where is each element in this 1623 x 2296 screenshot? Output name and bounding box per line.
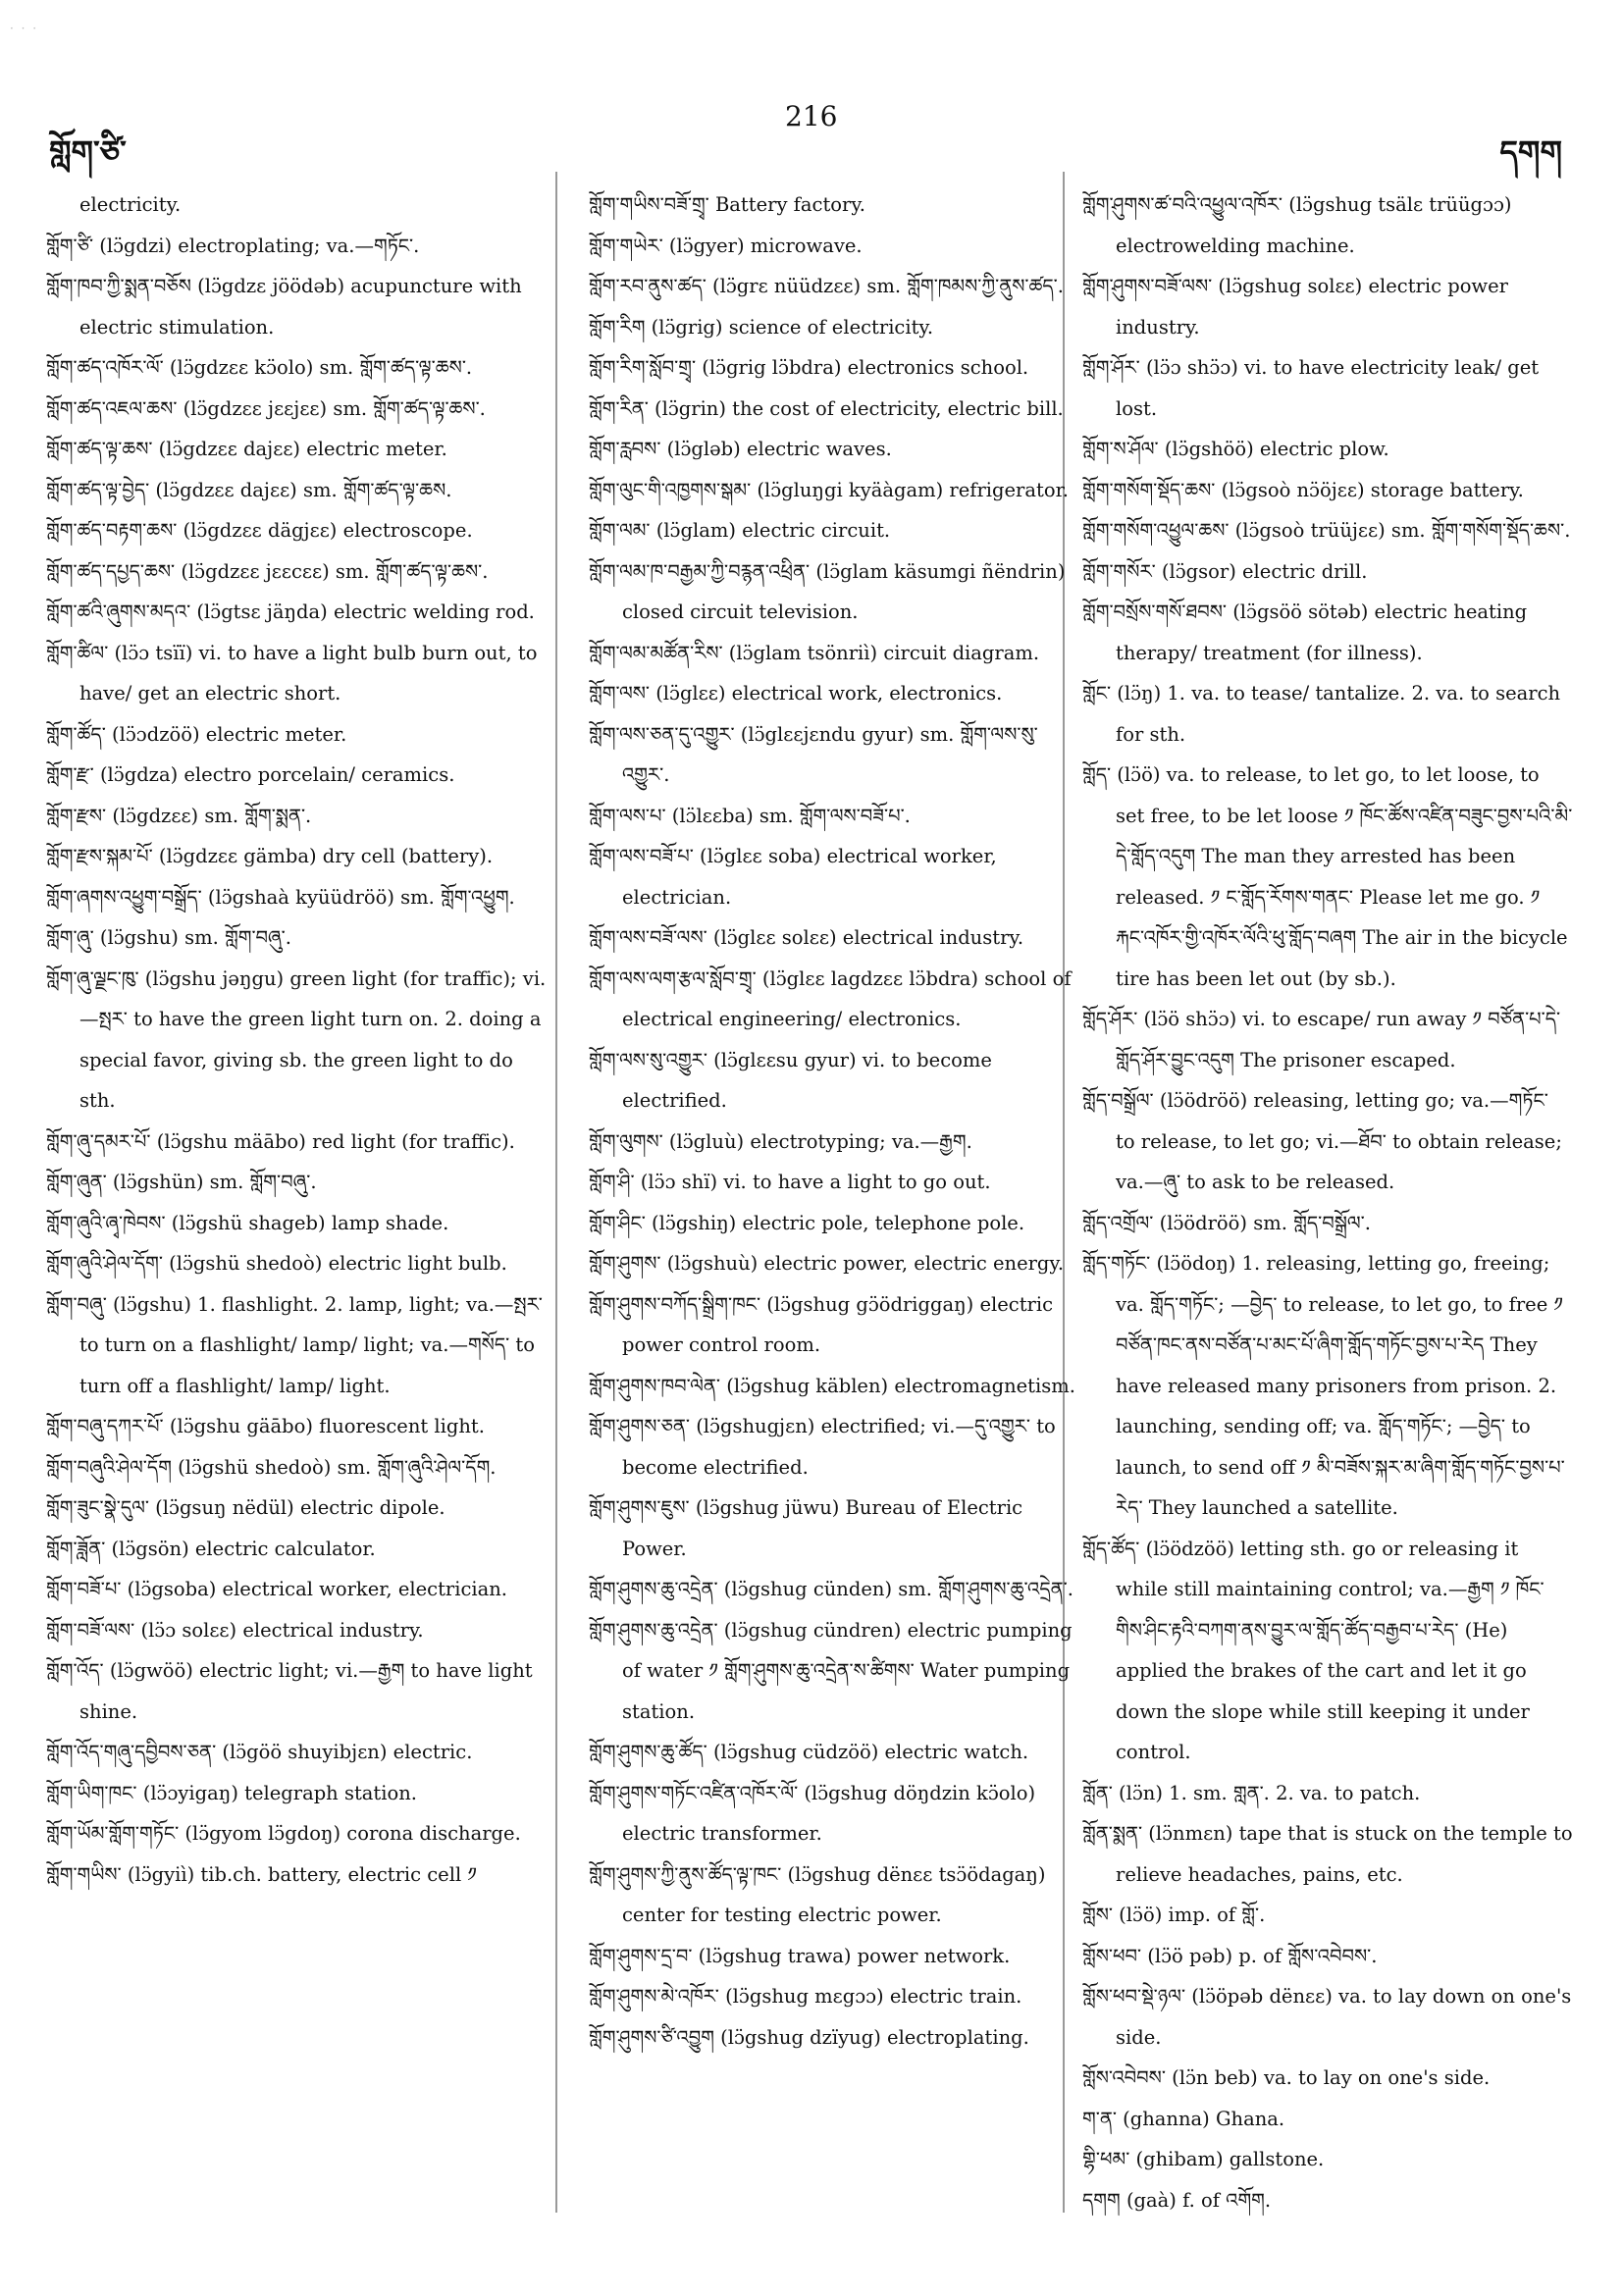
dictionary-entry: གློག་ཚིལ་ (lɔ̈ɔ tsïï) vi. to have a light bulb burn out, to have/ get an electric short. — [46, 641, 538, 704]
right-running-head: དགག — [1499, 133, 1562, 171]
dictionary-entry: གློག་གཡེར་ (lɔ̈gyer) microwave. — [589, 234, 863, 257]
dictionary-entry: གློག་འོད་ (lɔ̈gwöö) electric light; vi.—རྒྱག to have light shine. — [46, 1659, 533, 1723]
dictionary-entry: གློག་ཤུགས་ཚ་བའི་འཕྱུལ་འཁོར་ (lɔ̈gshug tsälɛ trüügɔɔ) electrowelding machine. — [1082, 193, 1512, 257]
dictionary-entry: གློག་ཤི་ (lɔ̈ɔ shï) vi. to have a light to go out. — [589, 1171, 991, 1193]
dictionary-entry: གློག་ཟུང་སྣེ་དུལ་ (lɔ̈gsuŋ nëdül) electric dipole. — [46, 1496, 445, 1519]
dictionary-entry: གློན་ (lɔ̈n) 1. sm. གླན་. 2. va. to patch. — [1082, 1781, 1421, 1804]
dictionary-entry: གློག་རྫས་སྐམ་པོ་ (lɔ̈gdzɛɛ gämba) dry cell (battery). — [46, 845, 494, 867]
page-number: 216 — [785, 100, 838, 132]
dictionary-entry: གློག་ལས་ལག་རྩལ་སློབ་གྲྭ་ (lɔ̈glɛɛ lagdzɛɛ lɔ̈bdra) school of electrical engineering/ electronics. — [589, 966, 1072, 1030]
dictionary-entry: དགག (gaà) f. of འགོག. — [1082, 2188, 1272, 2212]
dictionary-entry: གློག་ལམ་མཚོན་རིས་ (lɔ̈glam tsönriì) circuit diagram. — [589, 641, 1040, 664]
dictionary-entry: གློད་འགྲོལ་ (lɔ̈ödröö) sm. གློད་བསྒྲོལ་. — [1082, 1211, 1371, 1234]
dictionary-entry: ག་ན་ (ghanna) Ghana. — [1082, 2107, 1285, 2130]
dictionary-entry: གློས་འབེབས་ (lɔ̈n beb) va. to lay on one's side. — [1082, 2066, 1491, 2089]
dictionary-entry: གློག་རིག་སློབ་གྲྭ་ (lɔ̈grig lɔ̈bdra) electronics school. — [589, 356, 1029, 379]
dictionary-column-3 — [1082, 184, 1573, 2220]
dictionary-entry: གློད་བསྒྲོལ་ (lɔ̈ödröö) releasing, letting go; va.—གཏོང་ to release, to let go; vi.—ཐོབ་ to obtain release; va.—ཞུ་ to ask to be released. — [1082, 1089, 1562, 1193]
dictionary-entry: གློག་ཤོར་ (lɔ̈ɔ shɔ̈ɔ) vi. to have electricity leak/ get lost. — [1082, 356, 1540, 420]
dictionary-entry: གློག་རླབས་ (lɔ̈gləb) electric waves. — [589, 438, 892, 460]
dictionary-entry: གློག་ཤུགས་བཟོ་ལས་ (lɔ̈gshug solɛɛ) electric power industry. — [1082, 275, 1508, 339]
dictionary-entry: གློག་བཟོ་པ་ (lɔ̈gsoba) electrical worker, electrician. — [46, 1578, 508, 1600]
dictionary-entry: གློང་ (lɔ̈ŋ) 1. va. to tease/ tantalize. 2. va. to search for sth. — [1082, 682, 1561, 746]
dictionary-entry: གློས་ (lɔ̈ö) imp. of གློ་. — [1082, 1904, 1266, 1926]
dictionary-entry: གློག་ཤུགས་ཅན་ (lɔ̈gshugjɛn) electrified; vi.—དུ་འགྱུར་ to become electrified. — [589, 1415, 1056, 1479]
dictionary-entry: གློག་ཤུགས་ཆུ་འདྲེན་ (lɔ̈gshug cünden) sm. གློག་ཤུགས་ཆུ་འདྲེན་. — [589, 1578, 1073, 1600]
dictionary-entry: གློག་ཞུ་དམར་པོ་ (lɔ̈gshu mäābo) red light (for traffic). — [46, 1129, 515, 1153]
dictionary-entry: གློག་ཙི་ (lɔ̈gdzi) electroplating; va.—གཏོང་. — [46, 234, 420, 257]
left-running-head: གློག་ཙི་ — [49, 133, 127, 171]
dictionary-entry: གློག་ཡིག་ཁང་ (lɔ̈ɔyigaŋ) telegraph station. — [46, 1781, 417, 1804]
dictionary-entry: གློག་ཞུའི་ཞྭ་ཁེབས་ (lɔ̈gshü shageb) lamp shade. — [46, 1211, 449, 1234]
dictionary-entry: གློག་ལས་བཟོ་ལས་ (lɔ̈glɛɛ solɛɛ) electrical industry. — [589, 926, 1024, 949]
dictionary-entry: གློད་ཚོད་ (lɔ̈ödzöö) letting sth. go or releasing it while still maintaining control; va.—རྒྱག ༡ ཁོང་གིས་ཤིང་རྟའི་བཀག་ནས་བྱུར་ལ་གློད་ཚོད་བརྒྱབ་པ་རེད་ (He) applied the brakes of the cart and let it go down the slope while still keeping it under control. — [1082, 1537, 1544, 1763]
dictionary-entry: གློག་ཚད་ལྟ་བྱེད་ (lɔ̈gdzɛɛ dajɛɛ) sm. གློག་ཚད་ལྟ་ཆས. — [46, 478, 452, 501]
dictionary-entry: electricity. — [79, 193, 182, 216]
dictionary-entry: གློག་ཤུགས་ཙི་འབྱུག (lɔ̈gshug dzïyug) electroplating. — [589, 2025, 1029, 2049]
column-divider — [555, 172, 557, 2213]
dictionary-entry: གློག་ཚོད་ (lɔ̈ɔdzöö) electric meter. — [46, 722, 347, 746]
dictionary-entry: གློག་རིན་ (lɔ̈grin) the cost of electricity, electric bill. — [589, 396, 1064, 420]
dictionary-entry: གློག་ལམ་ (lɔ̈glam) electric circuit. — [589, 519, 891, 542]
dictionary-entry: གློད་ (lɔ̈ö) va. to release, to let go, to let loose, to set free, to be let loose ༡ ཁོང་ཚོས་འཛིན་བཟུང་བྱས་པའི་མི་དེ་གློད་འདུག The man they arrested has been released. ༡ ང་གློད་རོགས་གནང་ Please let me go. ༡ རྐང་འཁོར་གྱི་འཁོར་ལོའི་ཕུ་གློད་བཞག The air in the bicycle tire has been let out (by sb.). — [1082, 763, 1573, 990]
dictionary-entry: གློག་ཚད་འཇལ་ཆས་ (lɔ̈gdzɛɛ jɛɛjɛɛ) sm. གློག་ཚད་ལྟ་ཆས་. — [46, 396, 486, 420]
dictionary-entry: གློག་ཞགས་འཕྱུག་བསྒྲོད་ (lɔ̈gshaà kyüüdröö) sm. གློག་འཕྱུག. — [46, 885, 515, 909]
dictionary-entry: གློག་བཞུའི་ཤེལ་དོག (lɔ̈gshü shedoò) sm. གློག་ཞུའི་ཤེལ་དོག. — [46, 1455, 497, 1479]
dictionary-entry: གློག་ཞུའི་ཤེལ་དོག་ (lɔ̈gshü shedoò) electric light bulb. — [46, 1252, 507, 1275]
scan-corner-mark: · · · — [10, 22, 39, 35]
dictionary-entry: གློས་ཕབ་ (lɔ̈ö pəb) p. of གློས་འབེབས་. — [1082, 1944, 1378, 1967]
dictionary-entry: གློག་ཤུགས་མེ་འཁོར་ (lɔ̈gshug mɛgɔɔ) electric train. — [589, 1985, 1022, 2008]
dictionary-entry: གློག་ཤུགས་བཀོད་སྒྲིག་ཁང་ (lɔ̈gshug gɔ̈ödriggaŋ) electric power control room. — [589, 1292, 1054, 1356]
dictionary-entry: གློག་བཞུ་ (lɔ̈gshu) 1. flashlight. 2. lamp, light; va.—སྤར་ to turn on a flashlight/ lamp/ light; va.—གསོད་ to turn off a flashlight/ lamp/ light. — [46, 1292, 543, 1397]
dictionary-entry: གློག་ཚད་བརྟག་ཆས་ (lɔ̈gdzɛɛ dägjɛɛ) electroscope. — [46, 519, 473, 542]
dictionary-entry: གློག་ཚད་ལྟ་ཆས་ (lɔ̈gdzɛɛ dajɛɛ) electric meter. — [46, 438, 447, 460]
dictionary-entry: གློག་ལུང་གི་འཁྱགས་སྒམ་ (lɔ̈gluŋgi kyäàgam) refrigerator. — [589, 478, 1069, 501]
dictionary-entry: གློག་ཤུགས་ཁབ་ལེན་ (lɔ̈gshug käblen) electromagnetism. — [589, 1374, 1075, 1397]
dictionary-entry: གློག་ཤུགས་གཏོང་འཛིན་འཁོར་ལོ་ (lɔ̈gshug döŋdzin kɔ̈olo) electric transformer. — [589, 1781, 1036, 1845]
dictionary-entry: གློག་ལུགས་ (lɔ̈gluù) electrotyping; va.—རྒྱག. — [589, 1129, 972, 1153]
dictionary-entry: གློག་ཞུ་ (lɔ̈gshu) sm. གློག་བཞུ་. — [46, 926, 291, 949]
dictionary-entry: གློག་གསོག་འཕྱུལ་ཆས་ (lɔ̈gsoò trüüjɛɛ) sm. གློག་གསོག་སྡོད་ཆས་. — [1082, 519, 1571, 542]
dictionary-entry: གློག་ཤུགས་ཆུ་ཚོད་ (lɔ̈gshug cüdzöö) electric watch. — [589, 1741, 1029, 1763]
dictionary-entry: གློག་ལས་པ་ (lɔ̈lɛɛba) sm. གློག་ལས་བཟོ་པ་. — [589, 804, 911, 827]
dictionary-entry: གློག་རྫ་ (lɔ̈gdza) electro porcelain/ ceramics. — [46, 763, 455, 786]
dictionary-entry: གློག་རྫས་ (lɔ̈gdzɛɛ) sm. གློག་སྨན་. — [46, 804, 312, 827]
dictionary-entry: གློད་ཤོར་ (lɔ̈ö shɔ̈ɔ) vi. to escape/ run away ༡ བཙོན་པ་དེ་གློད་ཤོར་བྱུང་འདུག The prisoner escaped. — [1082, 1008, 1561, 1071]
dictionary-entry: གློག་ཤུགས་ཇུས་ (lɔ̈gshug jüwu) Bureau of Electric Power. — [589, 1496, 1023, 1560]
dictionary-entry: གློག་བཞུ་དཀར་པོ་ (lɔ̈gshu gäābo) fluorescent light. — [46, 1415, 485, 1437]
dictionary-entry: གློག་ཞུ་ལྗང་ཁུ་ (lɔ̈gshu jəŋgu) green light (for traffic); vi.—སྤར་ to have the green light turn on. 2. doing a special favor, giving sb. the green light to do sth. — [46, 966, 547, 1112]
dictionary-entry: གློག་ཚད་འཁོར་ལོ་ (lɔ̈gdzɛɛ kɔ̈olo) sm. གློག་ཚད་ལྟ་ཆས་. — [46, 356, 473, 379]
dictionary-entry: གློག་ལས་སུ་འགྱུར་ (lɔ̈glɛɛsu gyur) vi. to become electrified. — [589, 1048, 992, 1112]
dictionary-entry: གློག་གཡིས་བཟོ་གྲྭ་ Battery factory. — [589, 193, 865, 216]
dictionary-entry: གློག་ཟློན་ (lɔ̈gsön) electric calculator. — [46, 1537, 376, 1560]
dictionary-entry: གློག་གསོག་སྡོད་ཆས་ (lɔ̈gsoò nɔ̈öjɛɛ) storage battery. — [1082, 478, 1524, 501]
dictionary-entry: གློག་རིག (lɔ̈grig) science of electricity. — [589, 315, 934, 339]
dictionary-entry: གློག་ཚད་དཔྱད་ཆས་ (lɔ̈gdzɛɛ jɛɛcɛɛ) sm. གློག་ཚད་ལྟ་ཆས་. — [46, 559, 489, 583]
dictionary-entry: གློག་ལམ་ཁ་བརྒྱམ་ཀྱི་བརྙན་འཕྲིན་ (lɔ̈glam käsumgi ñëndrin) closed circuit television. — [589, 559, 1066, 623]
dictionary-entry: གློག་གསོར་ (lɔ̈gsor) electric drill. — [1082, 559, 1368, 583]
dictionary-column-2 — [589, 184, 1079, 2058]
dictionary-entry: གློག་ལས་བཟོ་པ་ (lɔ̈glɛɛ soba) electrical worker, electrician. — [589, 845, 997, 909]
dictionary-entry: གློག་ཤིང་ (lɔ̈gshiŋ) electric pole, telephone pole. — [589, 1211, 1025, 1234]
dictionary-entry: གློག་ལས་ཅན་དུ་འགྱུར་ (lɔ̈glɛɛjɛndu gyur) sm. གློག་ལས་སུ་འགྱུར་. — [589, 722, 1038, 786]
dictionary-entry: གློན་སྨན་ (lɔ̈nmɛn) tape that is stuck on the temple to relieve headaches, pains, etc. — [1082, 1822, 1573, 1886]
dictionary-entry: གློག་ཤུགས་ (lɔ̈gshuù) electric power, electric energy. — [589, 1252, 1065, 1275]
dictionary-entry: གློས་ཕབ་སྡེ་ཉལ་ (lɔ̈öpəb dënɛɛ) va. to lay down on one's side. — [1082, 1985, 1572, 2049]
dictionary-entry: གློག་ཤུགས་དྲ་བ་ (lɔ̈gshug trawa) power network. — [589, 1944, 1011, 1967]
dictionary-entry: གློག་ས་ཤོལ་ (lɔ̈gshöö) electric plow. — [1082, 438, 1389, 460]
dictionary-entry: གློག་ཤུགས་ཆུ་འདྲེན་ (lɔ̈gshug cündren) electric pumping of water ༡ གློག་ཤུགས་ཆུ་འདྲེན་ས་ཚིགས་ Water pumping station. — [589, 1618, 1073, 1723]
dictionary-entry: གློག་རབ་ནུས་ཚད་ (lɔ̈grɛ nüüdzɛɛ) sm. གློག་ཁམས་ཀྱི་ནུས་ཚད་. — [589, 275, 1064, 297]
dictionary-entry: གློག་ཡོམ་གློག་གཏོང་ (lɔ̈gyom lɔ̈gdoŋ) corona discharge. — [46, 1822, 521, 1845]
dictionary-entry: གློག་འོད་གཞུ་དབྱིབས་ཅན་ (lɔ̈göö shuyibjɛn) electric. — [46, 1741, 473, 1763]
dictionary-entry: གློག་ཞུན་ (lɔ̈gshün) sm. གློག་བཞུ་. — [46, 1171, 317, 1193]
dictionary-entry: གློག་ཤུགས་ཀྱི་ནུས་ཚོད་ལྟ་ཁང་ (lɔ̈gshug dënɛɛ tsɔ̈ödagaŋ) center for testing electric power. — [589, 1862, 1046, 1926]
dictionary-entry: གློག་ཁབ་ཀྱི་སྨན་བཅོས (lɔ̈gdzɛ jöödəb) acupuncture with electric stimulation. — [46, 275, 522, 339]
dictionary-entry: གྷི་ཕམ་ (ghibam) gallstone. — [1082, 2148, 1325, 2170]
dictionary-column-1 — [46, 184, 547, 1895]
dictionary-entry: གློག་ཚའི་ཞུགས་མདའ་ (lɔ̈gtsɛ jäŋda) electric welding rod. — [46, 600, 535, 623]
dictionary-entry: གློག་གཡིས་ (lɔ̈gyiì) tib.ch. battery, electric cell ༡ — [46, 1862, 477, 1886]
dictionary-entry: གློད་གཏོང་ (lɔ̈ödoŋ) 1. releasing, letting go, freeing; va. གློད་གཏོང་; —བྱེད་ to release, to let go, to free ༡ བཙོན་ཁང་ནས་བཙོན་པ་མང་པོ་ཞིག་གློད་གཏོང་བྱས་པ་རེད They have released many prisoners from prison. 2. launching, sending off; va. གློད་གཏོང་; —བྱེད་ to launch, to send off ༡ མི་བཟོས་སྐར་མ་ཞིག་གློད་གཏོང་བྱས་པ་རེད་ They launched a satellite. — [1082, 1252, 1565, 1519]
dictionary-entry: གློག་བཟོ་ལས་ (lɔ̈ɔ solɛɛ) electrical industry. — [46, 1618, 424, 1642]
dictionary-entry: གློག་བསྲོས་གསོ་ཐབས་ (lɔ̈gsöö sötəb) electric heating therapy/ treatment (for illness). — [1082, 600, 1528, 664]
dictionary-entry: གློག་ལས་ (lɔ̈glɛɛ) electrical work, electronics. — [589, 682, 1003, 704]
